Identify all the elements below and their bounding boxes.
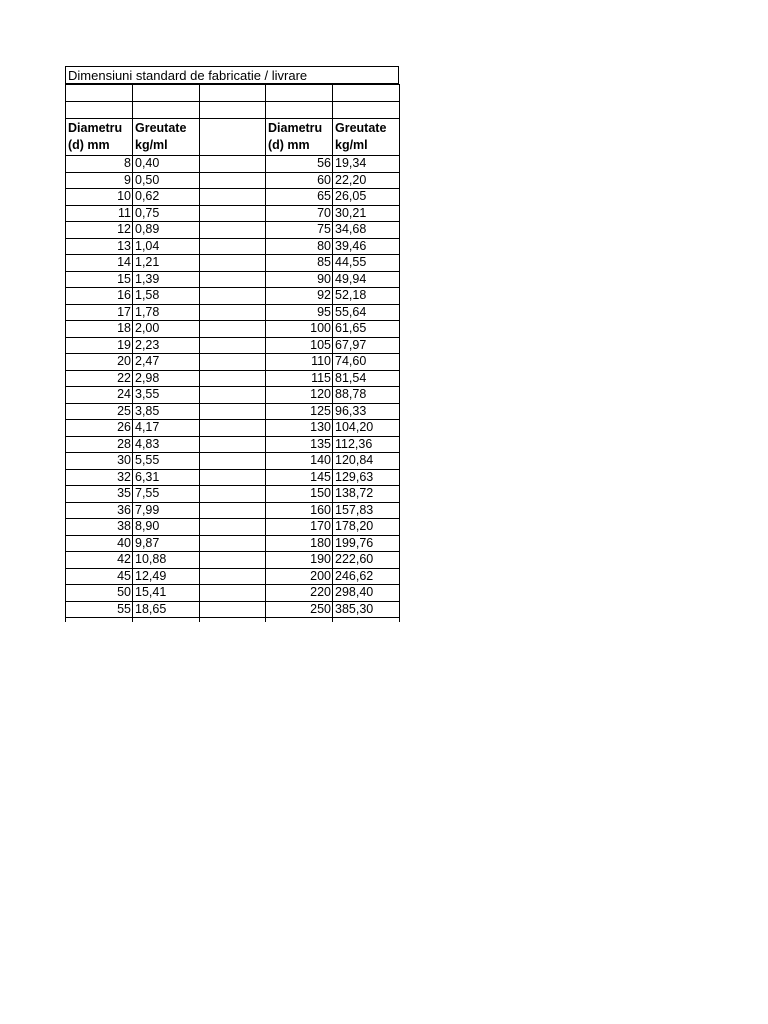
diameter-cell: 92 <box>266 288 333 305</box>
empty-cell <box>200 222 266 239</box>
diameter-cell: 40 <box>66 535 133 552</box>
weight-cell: 7,99 <box>133 502 200 519</box>
weight-cell: 2,23 <box>133 337 200 354</box>
empty-cell <box>200 255 266 272</box>
table-row <box>66 271 400 288</box>
empty-cell <box>200 618 266 622</box>
weight-cell: 6,31 <box>133 469 200 486</box>
table-row <box>66 519 400 536</box>
table-row <box>66 370 400 387</box>
weight-cell: 18,65 <box>133 601 200 618</box>
table-row <box>66 238 400 255</box>
empty-cell <box>200 403 266 420</box>
weight-cell: 1,04 <box>133 238 200 255</box>
diameter-cell: 32 <box>66 469 133 486</box>
diameter-cell: 115 <box>266 370 333 387</box>
diameter-cell: 135 <box>266 436 333 453</box>
table-row <box>66 469 400 486</box>
empty-cell <box>200 238 266 255</box>
header-weight-left: Greutate kg/ml <box>133 119 200 156</box>
header-diameter-left: Diametru (d) mm <box>66 119 133 156</box>
empty-cell <box>66 85 133 102</box>
empty-cell <box>133 618 200 622</box>
empty-cell <box>200 568 266 585</box>
diameter-cell: 250 <box>266 601 333 618</box>
table-row <box>66 568 400 585</box>
table-row <box>66 585 400 602</box>
diameter-cell: 36 <box>66 502 133 519</box>
diameter-cell: 80 <box>266 238 333 255</box>
empty-cell <box>200 519 266 536</box>
weight-cell: 120,84 <box>333 453 400 470</box>
weight-cell: 199,76 <box>333 535 400 552</box>
diameter-cell: 180 <box>266 535 333 552</box>
weight-cell: 22,20 <box>333 172 400 189</box>
diameter-cell: 38 <box>66 519 133 536</box>
table-row <box>66 222 400 239</box>
diameter-cell: 26 <box>66 420 133 437</box>
header-weight-right: Greutate kg/ml <box>333 119 400 156</box>
weight-cell: 246,62 <box>333 568 400 585</box>
diameter-cell: 10 <box>66 189 133 206</box>
weight-cell: 7,55 <box>133 486 200 503</box>
dimensions-table <box>65 84 400 622</box>
diameter-cell: 24 <box>66 387 133 404</box>
table-row <box>66 205 400 222</box>
header-diameter-right: Diametru (d) mm <box>266 119 333 156</box>
weight-cell: 61,65 <box>333 321 400 338</box>
weight-cell: 8,90 <box>133 519 200 536</box>
table-row <box>66 156 400 173</box>
diameter-cell: 140 <box>266 453 333 470</box>
weight-cell: 104,20 <box>333 420 400 437</box>
diameter-cell: 13 <box>66 238 133 255</box>
empty-cell <box>200 172 266 189</box>
diameter-cell: 130 <box>266 420 333 437</box>
table-row <box>66 502 400 519</box>
diameter-cell: 19 <box>66 337 133 354</box>
diameter-cell: 25 <box>66 403 133 420</box>
diameter-cell: 60 <box>266 172 333 189</box>
empty-cell <box>333 102 400 119</box>
weight-cell: 67,97 <box>333 337 400 354</box>
weight-cell: 112,36 <box>333 436 400 453</box>
diameter-cell: 85 <box>266 255 333 272</box>
weight-cell: 2,47 <box>133 354 200 371</box>
weight-cell: 178,20 <box>333 519 400 536</box>
empty-cell <box>333 85 400 102</box>
empty-cell <box>266 102 333 119</box>
table-row <box>66 387 400 404</box>
weight-cell: 12,49 <box>133 568 200 585</box>
diameter-cell: 18 <box>66 321 133 338</box>
weight-cell: 298,40 <box>333 585 400 602</box>
empty-cell <box>200 354 266 371</box>
weight-cell: 222,60 <box>333 552 400 569</box>
diameter-cell: 8 <box>66 156 133 173</box>
diameter-cell: 16 <box>66 288 133 305</box>
spreadsheet-table <box>65 66 399 622</box>
diameter-cell: 30 <box>66 453 133 470</box>
weight-cell: 3,85 <box>133 403 200 420</box>
empty-cell <box>200 102 266 119</box>
diameter-cell: 12 <box>66 222 133 239</box>
diameter-cell: 220 <box>266 585 333 602</box>
weight-cell: 39,46 <box>333 238 400 255</box>
diameter-cell: 200 <box>266 568 333 585</box>
weight-cell: 129,63 <box>333 469 400 486</box>
diameter-cell: 160 <box>266 502 333 519</box>
empty-cell <box>66 618 133 622</box>
table-row <box>66 403 400 420</box>
weight-cell: 55,64 <box>333 304 400 321</box>
table-body <box>66 85 400 622</box>
diameter-cell: 120 <box>266 387 333 404</box>
empty-cell <box>200 601 266 618</box>
empty-cell <box>133 85 200 102</box>
empty-cell <box>266 618 333 622</box>
table-row <box>66 420 400 437</box>
table-tail-row <box>66 618 400 622</box>
empty-cell <box>200 469 266 486</box>
weight-cell: 1,39 <box>133 271 200 288</box>
diameter-cell: 45 <box>66 568 133 585</box>
weight-cell: 96,33 <box>333 403 400 420</box>
table-row <box>66 436 400 453</box>
diameter-cell: 15 <box>66 271 133 288</box>
header-row <box>66 119 400 156</box>
diameter-cell: 75 <box>266 222 333 239</box>
empty-cell <box>200 585 266 602</box>
weight-cell: 157,83 <box>333 502 400 519</box>
empty-cell <box>200 304 266 321</box>
weight-cell: 44,55 <box>333 255 400 272</box>
diameter-cell: 20 <box>66 354 133 371</box>
empty-cell <box>200 156 266 173</box>
diameter-cell: 55 <box>66 601 133 618</box>
empty-cell <box>200 337 266 354</box>
weight-cell: 9,87 <box>133 535 200 552</box>
blank-row <box>66 85 400 102</box>
weight-cell: 2,98 <box>133 370 200 387</box>
empty-cell <box>200 271 266 288</box>
weight-cell: 1,78 <box>133 304 200 321</box>
empty-cell <box>200 436 266 453</box>
diameter-cell: 22 <box>66 370 133 387</box>
table-row <box>66 337 400 354</box>
diameter-cell: 11 <box>66 205 133 222</box>
weight-cell: 138,72 <box>333 486 400 503</box>
diameter-cell: 110 <box>266 354 333 371</box>
weight-cell: 52,18 <box>333 288 400 305</box>
diameter-cell: 50 <box>66 585 133 602</box>
empty-cell <box>200 189 266 206</box>
diameter-cell: 100 <box>266 321 333 338</box>
empty-cell <box>200 321 266 338</box>
diameter-cell: 145 <box>266 469 333 486</box>
table-row <box>66 321 400 338</box>
weight-cell: 4,83 <box>133 436 200 453</box>
weight-cell: 5,55 <box>133 453 200 470</box>
empty-cell <box>200 453 266 470</box>
empty-cell <box>200 552 266 569</box>
empty-cell <box>200 85 266 102</box>
empty-cell <box>200 486 266 503</box>
weight-cell: 0,75 <box>133 205 200 222</box>
diameter-cell: 65 <box>266 189 333 206</box>
diameter-cell: 105 <box>266 337 333 354</box>
table-row <box>66 535 400 552</box>
empty-cell <box>200 420 266 437</box>
blank-row <box>66 102 400 119</box>
weight-cell: 19,34 <box>333 156 400 173</box>
weight-cell: 26,05 <box>333 189 400 206</box>
diameter-cell: 190 <box>266 552 333 569</box>
table-row <box>66 552 400 569</box>
diameter-cell: 35 <box>66 486 133 503</box>
weight-cell: 385,30 <box>333 601 400 618</box>
empty-cell <box>200 205 266 222</box>
table-row <box>66 601 400 618</box>
weight-cell: 0,40 <box>133 156 200 173</box>
diameter-cell: 9 <box>66 172 133 189</box>
empty-cell <box>200 387 266 404</box>
table-row <box>66 172 400 189</box>
empty-cell <box>66 102 133 119</box>
diameter-cell: 42 <box>66 552 133 569</box>
weight-cell: 15,41 <box>133 585 200 602</box>
empty-cell <box>200 370 266 387</box>
weight-cell: 10,88 <box>133 552 200 569</box>
weight-cell: 1,58 <box>133 288 200 305</box>
weight-cell: 4,17 <box>133 420 200 437</box>
weight-cell: 0,62 <box>133 189 200 206</box>
weight-cell: 0,50 <box>133 172 200 189</box>
diameter-cell: 95 <box>266 304 333 321</box>
table-row <box>66 486 400 503</box>
diameter-cell: 170 <box>266 519 333 536</box>
table-title: Dimensiuni standard de fabricatie / livrare <box>65 66 399 84</box>
empty-cell <box>266 85 333 102</box>
diameter-cell: 90 <box>266 271 333 288</box>
weight-cell: 1,21 <box>133 255 200 272</box>
weight-cell: 49,94 <box>333 271 400 288</box>
diameter-cell: 28 <box>66 436 133 453</box>
diameter-cell: 70 <box>266 205 333 222</box>
empty-cell <box>200 119 266 156</box>
diameter-cell: 14 <box>66 255 133 272</box>
table-row <box>66 304 400 321</box>
empty-cell <box>200 502 266 519</box>
table-row <box>66 354 400 371</box>
weight-cell: 88,78 <box>333 387 400 404</box>
diameter-cell: 56 <box>266 156 333 173</box>
diameter-cell: 125 <box>266 403 333 420</box>
weight-cell: 3,55 <box>133 387 200 404</box>
empty-cell <box>200 535 266 552</box>
table-row <box>66 255 400 272</box>
empty-cell <box>200 288 266 305</box>
weight-cell: 2,00 <box>133 321 200 338</box>
weight-cell: 0,89 <box>133 222 200 239</box>
weight-cell: 74,60 <box>333 354 400 371</box>
table-row <box>66 453 400 470</box>
table-row <box>66 189 400 206</box>
weight-cell: 81,54 <box>333 370 400 387</box>
diameter-cell: 17 <box>66 304 133 321</box>
table-row <box>66 288 400 305</box>
weight-cell: 30,21 <box>333 205 400 222</box>
empty-cell <box>333 618 400 622</box>
weight-cell: 34,68 <box>333 222 400 239</box>
empty-cell <box>133 102 200 119</box>
diameter-cell: 150 <box>266 486 333 503</box>
